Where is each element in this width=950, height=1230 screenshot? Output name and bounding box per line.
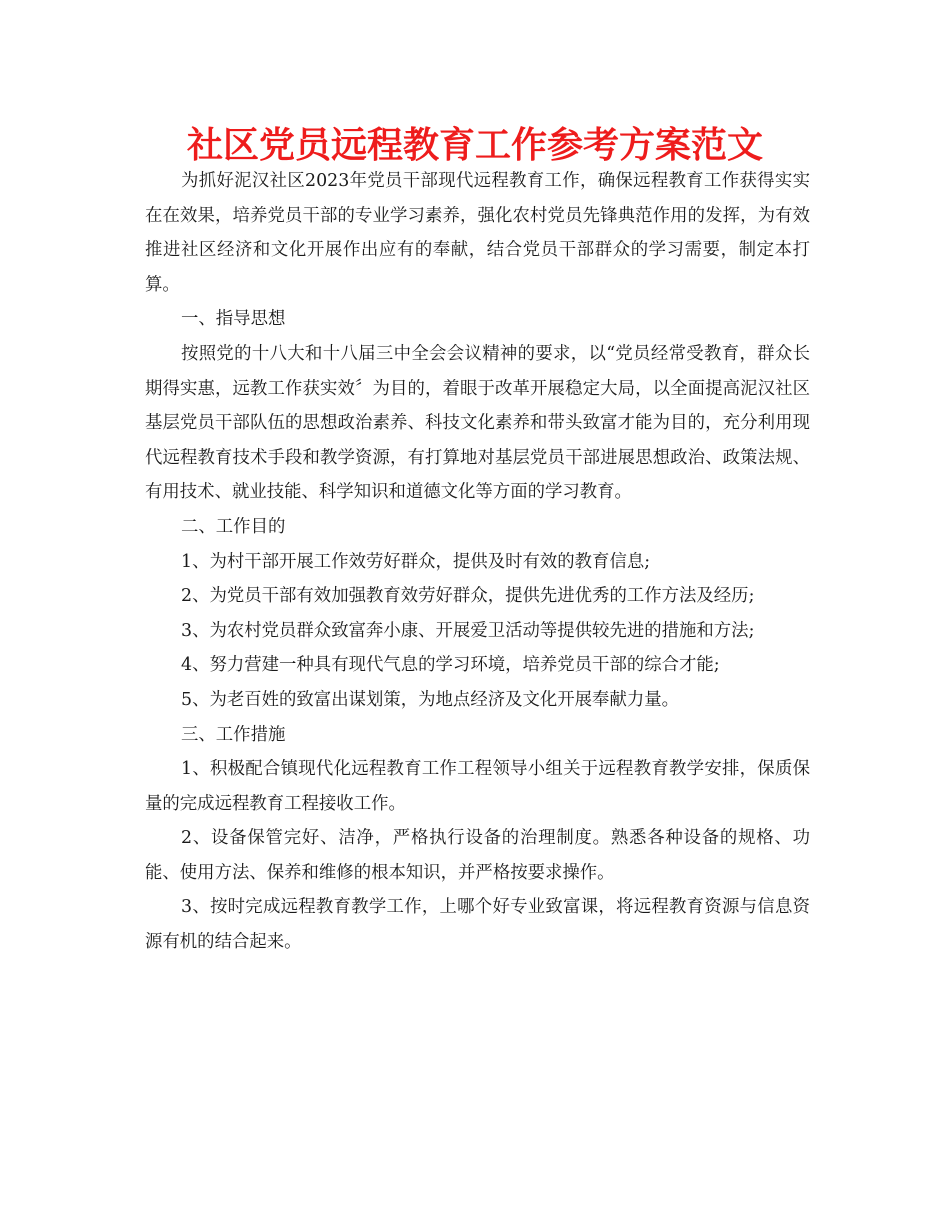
intro-paragraph: 为抓好泥汉社区2023年党员干部现代远程教育工作，确保远程教育工作获得实实在在效果，培养党员干部的专业学习素养，强化农村党员先锋典范作用的发挥，为有效推进社区经济和文化开展作出应有的奉献，结合党员干部群众的学习需要，制定本打算。 xyxy=(145,171,810,295)
document-title: 社区党员远程教育工作参考方案范文 xyxy=(186,125,763,166)
section-heading-work-goals: 二、工作目的 xyxy=(181,516,286,537)
goal-item-2: 2、为党员干部有效加强教育效劳好群众，提供先进优秀的工作方法及经历; xyxy=(181,586,755,607)
section-heading-work-measures: 三、工作措施 xyxy=(181,724,286,745)
goal-item-3: 3、为农村党员群众致富奔小康、开展爱卫活动等提供较先进的措施和方法; xyxy=(181,620,755,641)
section-heading-guiding-thought: 一、指导思想 xyxy=(181,309,286,330)
guiding-thought-paragraph: 按照党的十八大和十八届三中全会会议精神的要求，以“党员经常受教育，群众长期得实惠，远教工作获实效〞为目的，着眼于改革开展稳定大局，以全面提高泥汉社区基层党员干部队伍的思想政治素养、科技文化素养和带头致富才能为目的，充分利用现代远程教育技术手段和教学资源，有打算地对基层党员干部进展思想政治、政策法规、有用技术、就业技能、科学知识和道德文化等方面的学习教育。 xyxy=(145,343,810,503)
goal-item-1: 1、为村干部开展工作效劳好群众，提供及时有效的教育信息; xyxy=(181,551,651,572)
goal-item-5: 5、为老百姓的致富出谋划策，为地点经济及文化开展奉献力量。 xyxy=(181,689,680,710)
measure-item-2: 2、设备保管完好、洁净，严格执行设备的治理制度。熟悉各种设备的规格、功能、使用方法、保养和维修的根本知识，并严格按要求操作。 xyxy=(145,828,810,883)
document-body xyxy=(145,164,810,960)
goal-item-4: 4、努力营建一种具有现代气息的学习环境，培养党员干部的综合才能; xyxy=(181,655,720,676)
measure-item-3: 3、按时完成远程教育教学工作，上哪个好专业致富课，将远程教育资源与信息资源有机的结合起来。 xyxy=(145,897,810,953)
measure-item-1: 1、积极配合镇现代化远程教育工作工程领导小组关于远程教育教学安排，保质保量的完成远程教育工程接收工作。 xyxy=(145,759,810,814)
